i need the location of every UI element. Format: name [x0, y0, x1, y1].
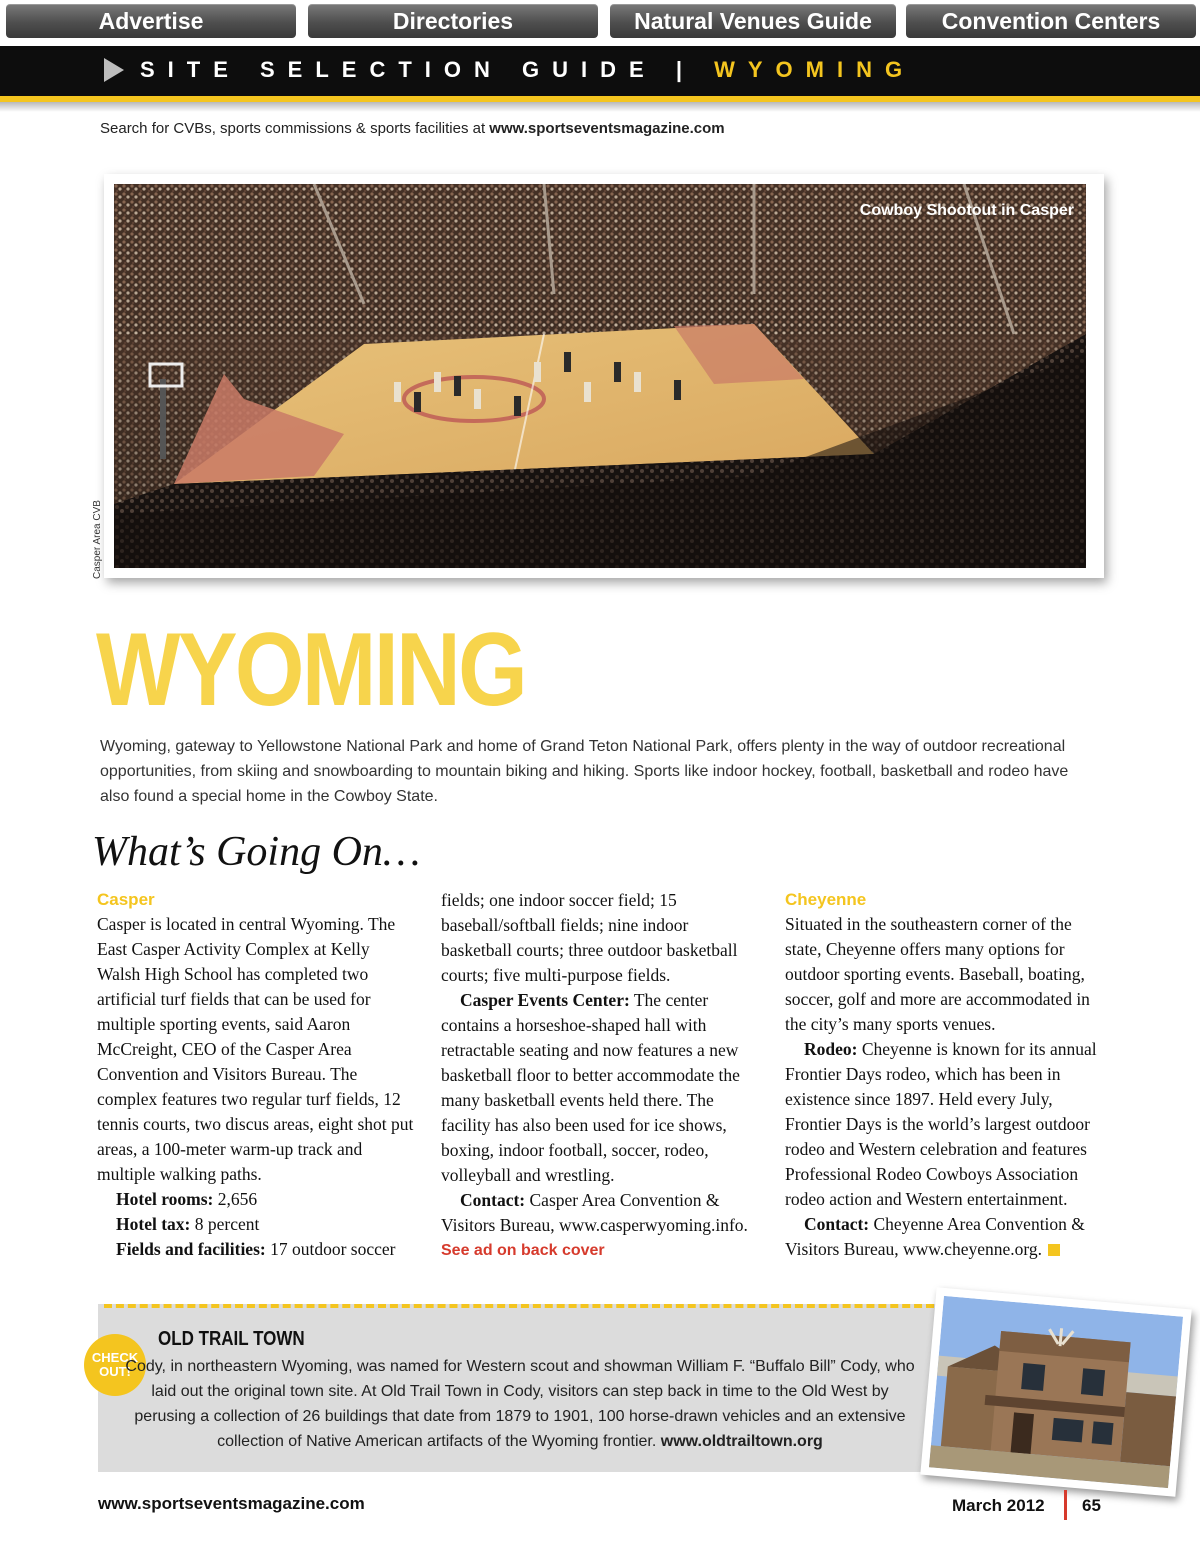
hotel-tax-label: Hotel tax: — [116, 1214, 191, 1234]
hotel-rooms-label: Hotel rooms: — [116, 1189, 214, 1209]
casper-contact-text: Casper Area Convention & Visitors Bureau, www.casperwyoming.info. — [441, 1190, 748, 1235]
article-column-2-text — [441, 888, 759, 1263]
fields-label: Fields and facilities: — [116, 1239, 266, 1259]
footer-date: March 2012 — [952, 1496, 1045, 1515]
badge-line-1: CHECK — [91, 1350, 139, 1365]
play-triangle-icon — [104, 58, 124, 82]
whats-going-on-heading: What’s Going On… — [92, 829, 421, 875]
section-separator: | — [656, 57, 715, 82]
page-title: WYOMING — [96, 612, 526, 728]
rodeo-paragraph — [785, 1037, 1103, 1212]
arena-illustration — [114, 184, 1086, 568]
article-column-3 — [785, 888, 1103, 1262]
photo-credit: Casper Area CVB — [92, 500, 103, 579]
nav-directories-button[interactable]: Directories — [308, 4, 598, 38]
hotel-rooms-line — [97, 1187, 415, 1212]
cheyenne-body: Situated in the southeastern corner of the state, Cheyenne offers many options for outdoor sporting events. Baseball, boating, soccer, golf and more are accommodated in the city’s many sports venues. — [785, 914, 1090, 1034]
search-tagline-text: Search for CVBs, sports commissions & sports facilities at — [100, 120, 490, 137]
search-tagline-link[interactable]: www.sportseventsmagazine.com — [489, 120, 725, 137]
see-ad-link[interactable]: See ad on back cover — [441, 1242, 605, 1259]
dashed-divider — [104, 1304, 934, 1308]
check-out-text — [120, 1354, 920, 1454]
check-out-link[interactable]: www.oldtrailtown.org — [660, 1433, 823, 1450]
check-out-title: OLD TRAIL TOWN — [158, 1328, 305, 1350]
basketball-arena-photo — [114, 184, 1086, 568]
section-header-bar — [0, 46, 1200, 96]
rodeo-label: Rodeo: — [804, 1039, 858, 1059]
old-trail-town-photo — [920, 1287, 1191, 1497]
article-column-1 — [97, 888, 415, 1262]
hotel-tax-value: 8 percent — [194, 1214, 260, 1234]
nav-convention-centers-button[interactable]: Convention Centers — [906, 4, 1196, 38]
search-tagline — [100, 120, 725, 137]
fields-line — [97, 1237, 415, 1262]
fields-continued-line: fields; one indoor soccer field; 15 baseball/softball fields; nine indoor basketball courts; three outdoor basketball courts; five multi-purpose fields. — [441, 890, 738, 985]
nav-advertise-button[interactable]: Advertise — [6, 4, 296, 38]
hotel-rooms-value: 2,656 — [217, 1189, 258, 1209]
events-center-text: The center contains a horseshoe-shaped hall with retractable seating and now features a new basketball floor to better accommodate the many basketball events held there. The facility has also been used for ice shows, boxing, indoor football, soccer, rodeo, volleyball and wrestling. — [441, 990, 740, 1185]
casper-contact-label: Contact: — [460, 1190, 526, 1210]
page-number: 65 — [1082, 1496, 1101, 1515]
casper-body: Casper is located in central Wyoming. The East Casper Activity Complex at Kelly Walsh High School has completed two artificial turf fields that can be used for multiple sporting events, said Aaron McCreight, CEO of the Casper Area Convention and Visitors Bureau. The complex features two regular turf fields, 12 tennis courts, two discus areas, eight shot put areas, a 100-meter warm-up track and multiple walking paths. — [97, 914, 414, 1184]
hotel-tax-line — [97, 1212, 415, 1237]
cheyenne-heading: Cheyenne — [785, 890, 867, 909]
events-center-paragraph — [441, 988, 759, 1188]
photo-caption: Cowboy Shootout in Casper — [859, 202, 1074, 219]
casper-contact-paragraph — [441, 1188, 759, 1238]
nav-natural-venues-button[interactable]: Natural Venues Guide — [610, 4, 896, 38]
top-navigation — [0, 0, 1200, 44]
section-title — [140, 56, 915, 84]
cheyenne-contact-text: Cheyenne Area Convention & Visitors Bureau, www.cheyenne.org. — [785, 1214, 1085, 1259]
cheyenne-contact-paragraph — [785, 1212, 1103, 1262]
fields-text: 17 outdoor soccer — [270, 1239, 396, 1259]
badge-line-2: OUT! — [99, 1364, 131, 1379]
check-out-body: Cody, in northeastern Wyoming, was named for Western scout and showman William F. “Buffalo Bill” Cody, who laid out the original town site. At Old Trail Town in Cody, visitors can step back in time to the Old West by perusing a collection of 26 buildings that date from 1879 to 1901, 100 horse-drawn vehicles and an extensive collection of Native American artifacts of the Wyoming frontier. — [125, 1358, 915, 1450]
section-state: WYOMING — [714, 57, 916, 82]
section-name: SITE SELECTION GUIDE — [140, 57, 657, 82]
rodeo-text: Cheyenne is known for its annual Frontier Days rodeo, which has been in existence since 1897. Held every July, Frontier Days is the world’s largest outdoor rodeo and Western celebration and features Professional Rodeo Cowboys Association rodeo action and Western entertainment. — [785, 1039, 1097, 1209]
footer-url[interactable]: www.sportseventsmagazine.com — [98, 1494, 365, 1513]
cheyenne-contact-label: Contact: — [804, 1214, 870, 1234]
events-center-label: Casper Events Center: — [460, 990, 630, 1010]
end-square-icon — [1048, 1244, 1060, 1256]
old-building-illustration — [929, 1296, 1183, 1488]
intro-paragraph: Wyoming, gateway to Yellowstone National Park and home of Grand Teton National Park, offers plenty in the way of outdoor recreational opportunities, from skiing and snowboarding to mountain biking and hiking. Sports like indoor hockey, football, basketball and rodeo have also found a special home in the Cowboy State. — [100, 738, 1069, 805]
casper-heading: Casper — [97, 890, 155, 909]
hero-photo-frame — [104, 174, 1104, 578]
footer-divider — [1064, 1490, 1067, 1520]
header-shadow — [0, 102, 1200, 112]
